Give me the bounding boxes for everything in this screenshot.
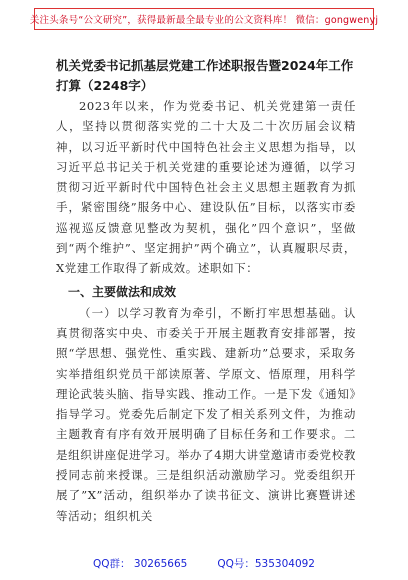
document-title: 机关党委书记抓基层党建工作述职报告暨2024年工作打算（2248字） <box>56 58 354 93</box>
document-body <box>56 56 356 526</box>
qq-group-text: QQ群： 30265665 <box>93 558 188 570</box>
promo-banner-text: 关注头条号“公文研究”，获得最新最全最专业的公文资料库！ 微信：gongwenyj <box>29 15 379 26</box>
section-paragraph: （一）以学习教育为牵引，不断打牢思想基础。认真贯彻落实中央、市委关于开展主题教育安排部署，按照“学思想、强党性、重实践、建新功”总要求，采取务实举措组织党员干部读原著、学原文、悟原理，用科学理论武装头脑、指导实践、推动工作。一是下发《通知》指导学习。党委先后制定下发了相关系列文件，为推动主题教育有序有效开展明确了目标任务和工作要求。二是组织讲座促进学习。举办了4期大讲堂邀请市委党校教授同志前来授课。三是组织活动激励学习。党委组织开展了”X”活动，组织举办了读书征文、演讲比赛暨讲述等活动；组织机关 <box>56 305 356 523</box>
intro-paragraph: 2023年以来，作为党委书记、机关党建第一责任人，坚持以贯彻落实党的二十大及二十次历届会议精神，以习近平新时代中国特色社会主义思想为指导，以习近平总书记关于机关党建的重要论述为遵循，以学习贯彻习近平新时代中国特色社会主义思想主题教育为抓手，紧密围绕”服务中心、建设队伍”目标，以落实市委巡视巡反馈意见整改为契机，强化”四个意识”，坚做到“两个维护”、坚定拥护”两个确立”，认真履职尽责，X党建工作取得了新成效。述职如下： <box>56 99 356 276</box>
qq-number-text: QQ号：535304092 <box>217 558 315 570</box>
promo-banner <box>29 8 379 30</box>
section-heading: 一、主要做法和成效 <box>68 284 177 299</box>
contact-footer <box>0 556 408 572</box>
